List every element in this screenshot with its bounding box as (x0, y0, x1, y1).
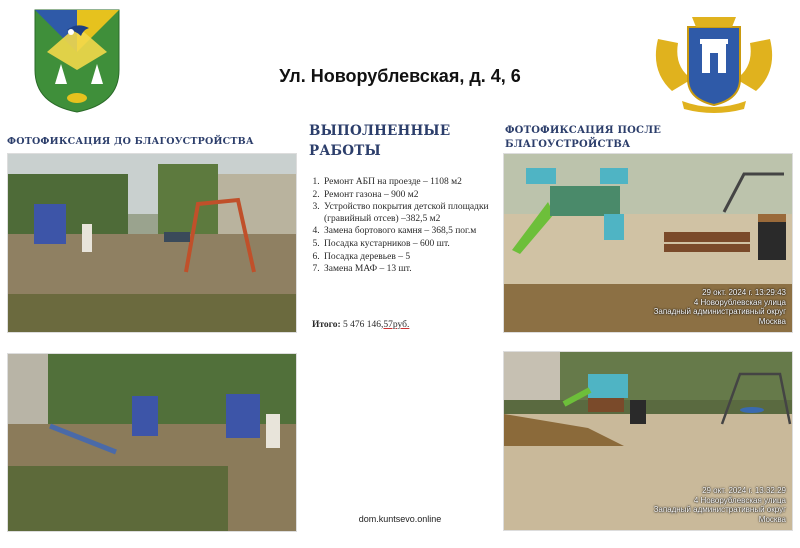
works-item: 4. Замена бортового камня – 368,5 пог.м (322, 226, 518, 238)
photo-before-2 (7, 353, 297, 532)
photo-after-2 (503, 351, 793, 531)
works-item: 3. Устройство покрытия детской площадки (гравийный отсев) –382,5 м2 (322, 202, 518, 225)
total-cost (312, 320, 409, 330)
photo-after-1 (503, 153, 793, 333)
works-section-heading: ВЫПОЛНЕННЫЕ РАБОТЫ (309, 123, 451, 159)
western-district-coat-of-arms-icon (652, 9, 776, 115)
works-item: 1. Ремонт АБП на проезде – 1108 м2 (322, 177, 518, 189)
works-item: 5. Посадка кустарников – 600 шт. (322, 239, 518, 251)
works-item: 2. Ремонт газона – 900 м2 (322, 190, 518, 202)
photo-before-1 (7, 153, 297, 333)
after-section-heading: ФОТОФИКСАЦИЯ ПОСЛЕ БЛАГОУСТРОЙСТВА (505, 125, 662, 150)
works-item: 7. Замена МАФ – 13 шт. (322, 264, 518, 276)
total-amount: 5 476 146, (343, 320, 384, 330)
before-section-heading: ФОТОФИКСАЦИЯ ДО БЛАГОУСТРОЙСТВА (7, 136, 254, 147)
stamp-street: 4 Новорублевская улица (693, 297, 786, 307)
stamp-datetime: 29 окт. 2024 г. 13:32:29 (702, 486, 786, 495)
total-amount-cents: 57руб. (383, 320, 410, 330)
works-item: 6. Посадка деревьев – 5 (322, 252, 518, 264)
photo-timestamp (654, 486, 786, 524)
page-title: Ул. Новорублевская, д. 4, 6 (279, 66, 521, 86)
kuntsevo-coat-of-arms-icon (33, 8, 121, 114)
stamp-district: Западный административный округ (653, 307, 786, 316)
total-label: Итого: (312, 320, 341, 330)
photo-timestamp (654, 288, 786, 326)
stamp-district: Западный административный округ (653, 505, 786, 514)
stamp-city: Москва (758, 514, 786, 524)
works-list (300, 177, 518, 277)
footer-website: dom.kuntsevo.online (358, 514, 442, 524)
stamp-city: Москва (758, 316, 786, 326)
stamp-datetime: 29 окт. 2024 г. 13:29:43 (702, 288, 786, 297)
stamp-street: 4 Новорублевская улица (693, 495, 786, 505)
